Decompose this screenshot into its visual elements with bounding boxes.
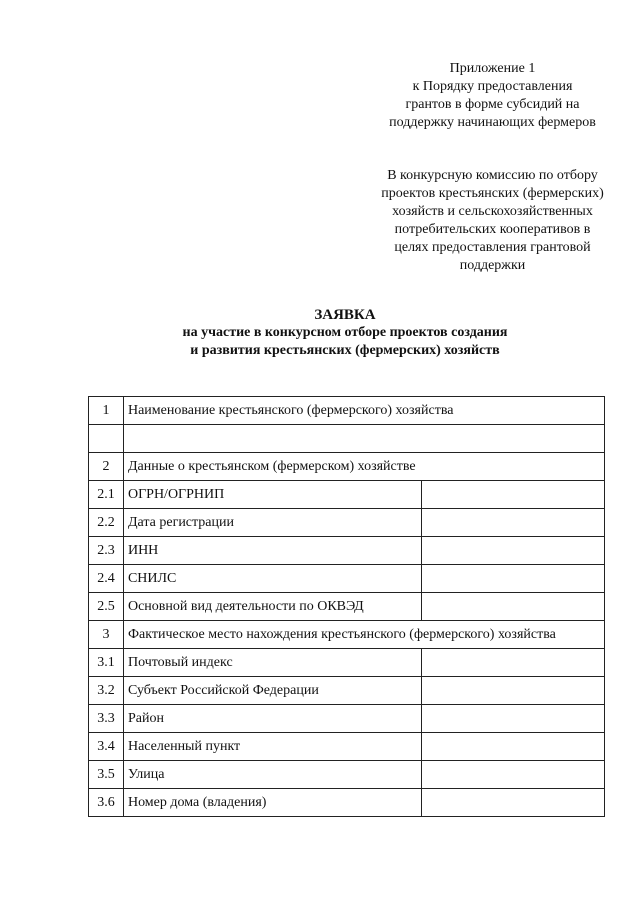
application-form-table — [88, 396, 605, 817]
row-label: ОГРН/ОГРНИП — [123, 481, 421, 509]
row-label: Данные о крестьянском (фермерском) хозяйстве — [123, 453, 604, 481]
row-label: Номер дома (владения) — [123, 789, 421, 817]
row-number: 1 — [89, 397, 124, 425]
addressee-line: целях предоставления грантовой — [394, 240, 591, 255]
table-row — [89, 649, 605, 677]
row-number: 2.5 — [89, 593, 124, 621]
row-number — [89, 425, 124, 453]
table-row — [89, 733, 605, 761]
row-label: Населенный пункт — [123, 733, 421, 761]
addressee-line: проектов крестьянских (фермерских) — [381, 186, 604, 201]
table-row — [89, 425, 605, 453]
row-number: 3.4 — [89, 733, 124, 761]
table-row — [89, 537, 605, 565]
appendix-line: к Порядку предоставления — [412, 79, 573, 94]
row-number: 3.2 — [89, 677, 124, 705]
table-row — [89, 621, 605, 649]
document-subtitle-line: на участие в конкурсном отборе проектов создания — [182, 325, 508, 340]
table-row — [89, 705, 605, 733]
value-input-cell[interactable] — [421, 677, 604, 705]
document-heading — [120, 306, 570, 360]
value-input-cell[interactable] — [421, 761, 604, 789]
addressee-line: хозяйств и сельскохозяйственных — [392, 204, 593, 219]
appendix-line: грантов в форме субсидий на — [405, 97, 580, 112]
document-title: ЗАЯВКА — [314, 307, 376, 323]
row-label: СНИЛС — [123, 565, 421, 593]
table-row — [89, 481, 605, 509]
value-input-cell[interactable] — [421, 789, 604, 817]
table-row — [89, 593, 605, 621]
addressee-line: потребительских кооперативов в — [394, 222, 591, 237]
row-label: Дата регистрации — [123, 509, 421, 537]
row-label: Улица — [123, 761, 421, 789]
value-input-cell[interactable] — [421, 537, 604, 565]
appendix-line: Приложение 1 — [449, 61, 536, 76]
value-input-cell[interactable] — [421, 565, 604, 593]
form-table-body — [89, 397, 605, 817]
table-row — [89, 397, 605, 425]
addressee-line: В конкурсную комиссию по отбору — [387, 168, 598, 183]
value-input-cell[interactable] — [421, 649, 604, 677]
table-row — [89, 789, 605, 817]
table-row — [89, 565, 605, 593]
name-input-cell[interactable] — [123, 425, 604, 453]
row-label: Наименование крестьянского (фермерского) хозяйства — [123, 397, 604, 425]
row-number: 2 — [89, 453, 124, 481]
row-number: 3.5 — [89, 761, 124, 789]
row-number: 3 — [89, 621, 124, 649]
row-number: 3.3 — [89, 705, 124, 733]
row-number: 3.1 — [89, 649, 124, 677]
value-input-cell[interactable] — [421, 481, 604, 509]
value-input-cell[interactable] — [421, 733, 604, 761]
row-number: 2.1 — [89, 481, 124, 509]
value-input-cell[interactable] — [421, 509, 604, 537]
addressee-block — [355, 167, 630, 275]
document-subtitle-line: и развития крестьянских (фермерских) хозяйств — [190, 343, 500, 358]
value-input-cell[interactable] — [421, 705, 604, 733]
row-label: Почтовый индекс — [123, 649, 421, 677]
row-label: Субъект Российской Федерации — [123, 677, 421, 705]
table-row — [89, 509, 605, 537]
row-number: 2.4 — [89, 565, 124, 593]
row-label: Основной вид деятельности по ОКВЭД — [123, 593, 421, 621]
value-input-cell[interactable] — [421, 593, 604, 621]
table-row — [89, 677, 605, 705]
row-label: Район — [123, 705, 421, 733]
row-number: 2.3 — [89, 537, 124, 565]
row-label: ИНН — [123, 537, 421, 565]
row-number: 3.6 — [89, 789, 124, 817]
row-number: 2.2 — [89, 509, 124, 537]
appendix-line: поддержку начинающих фермеров — [389, 115, 596, 130]
table-row — [89, 761, 605, 789]
addressee-line: поддержки — [459, 258, 526, 273]
row-label: Фактическое место нахождения крестьянского (фермерского) хозяйства — [123, 621, 604, 649]
table-row — [89, 453, 605, 481]
appendix-block — [360, 60, 625, 132]
